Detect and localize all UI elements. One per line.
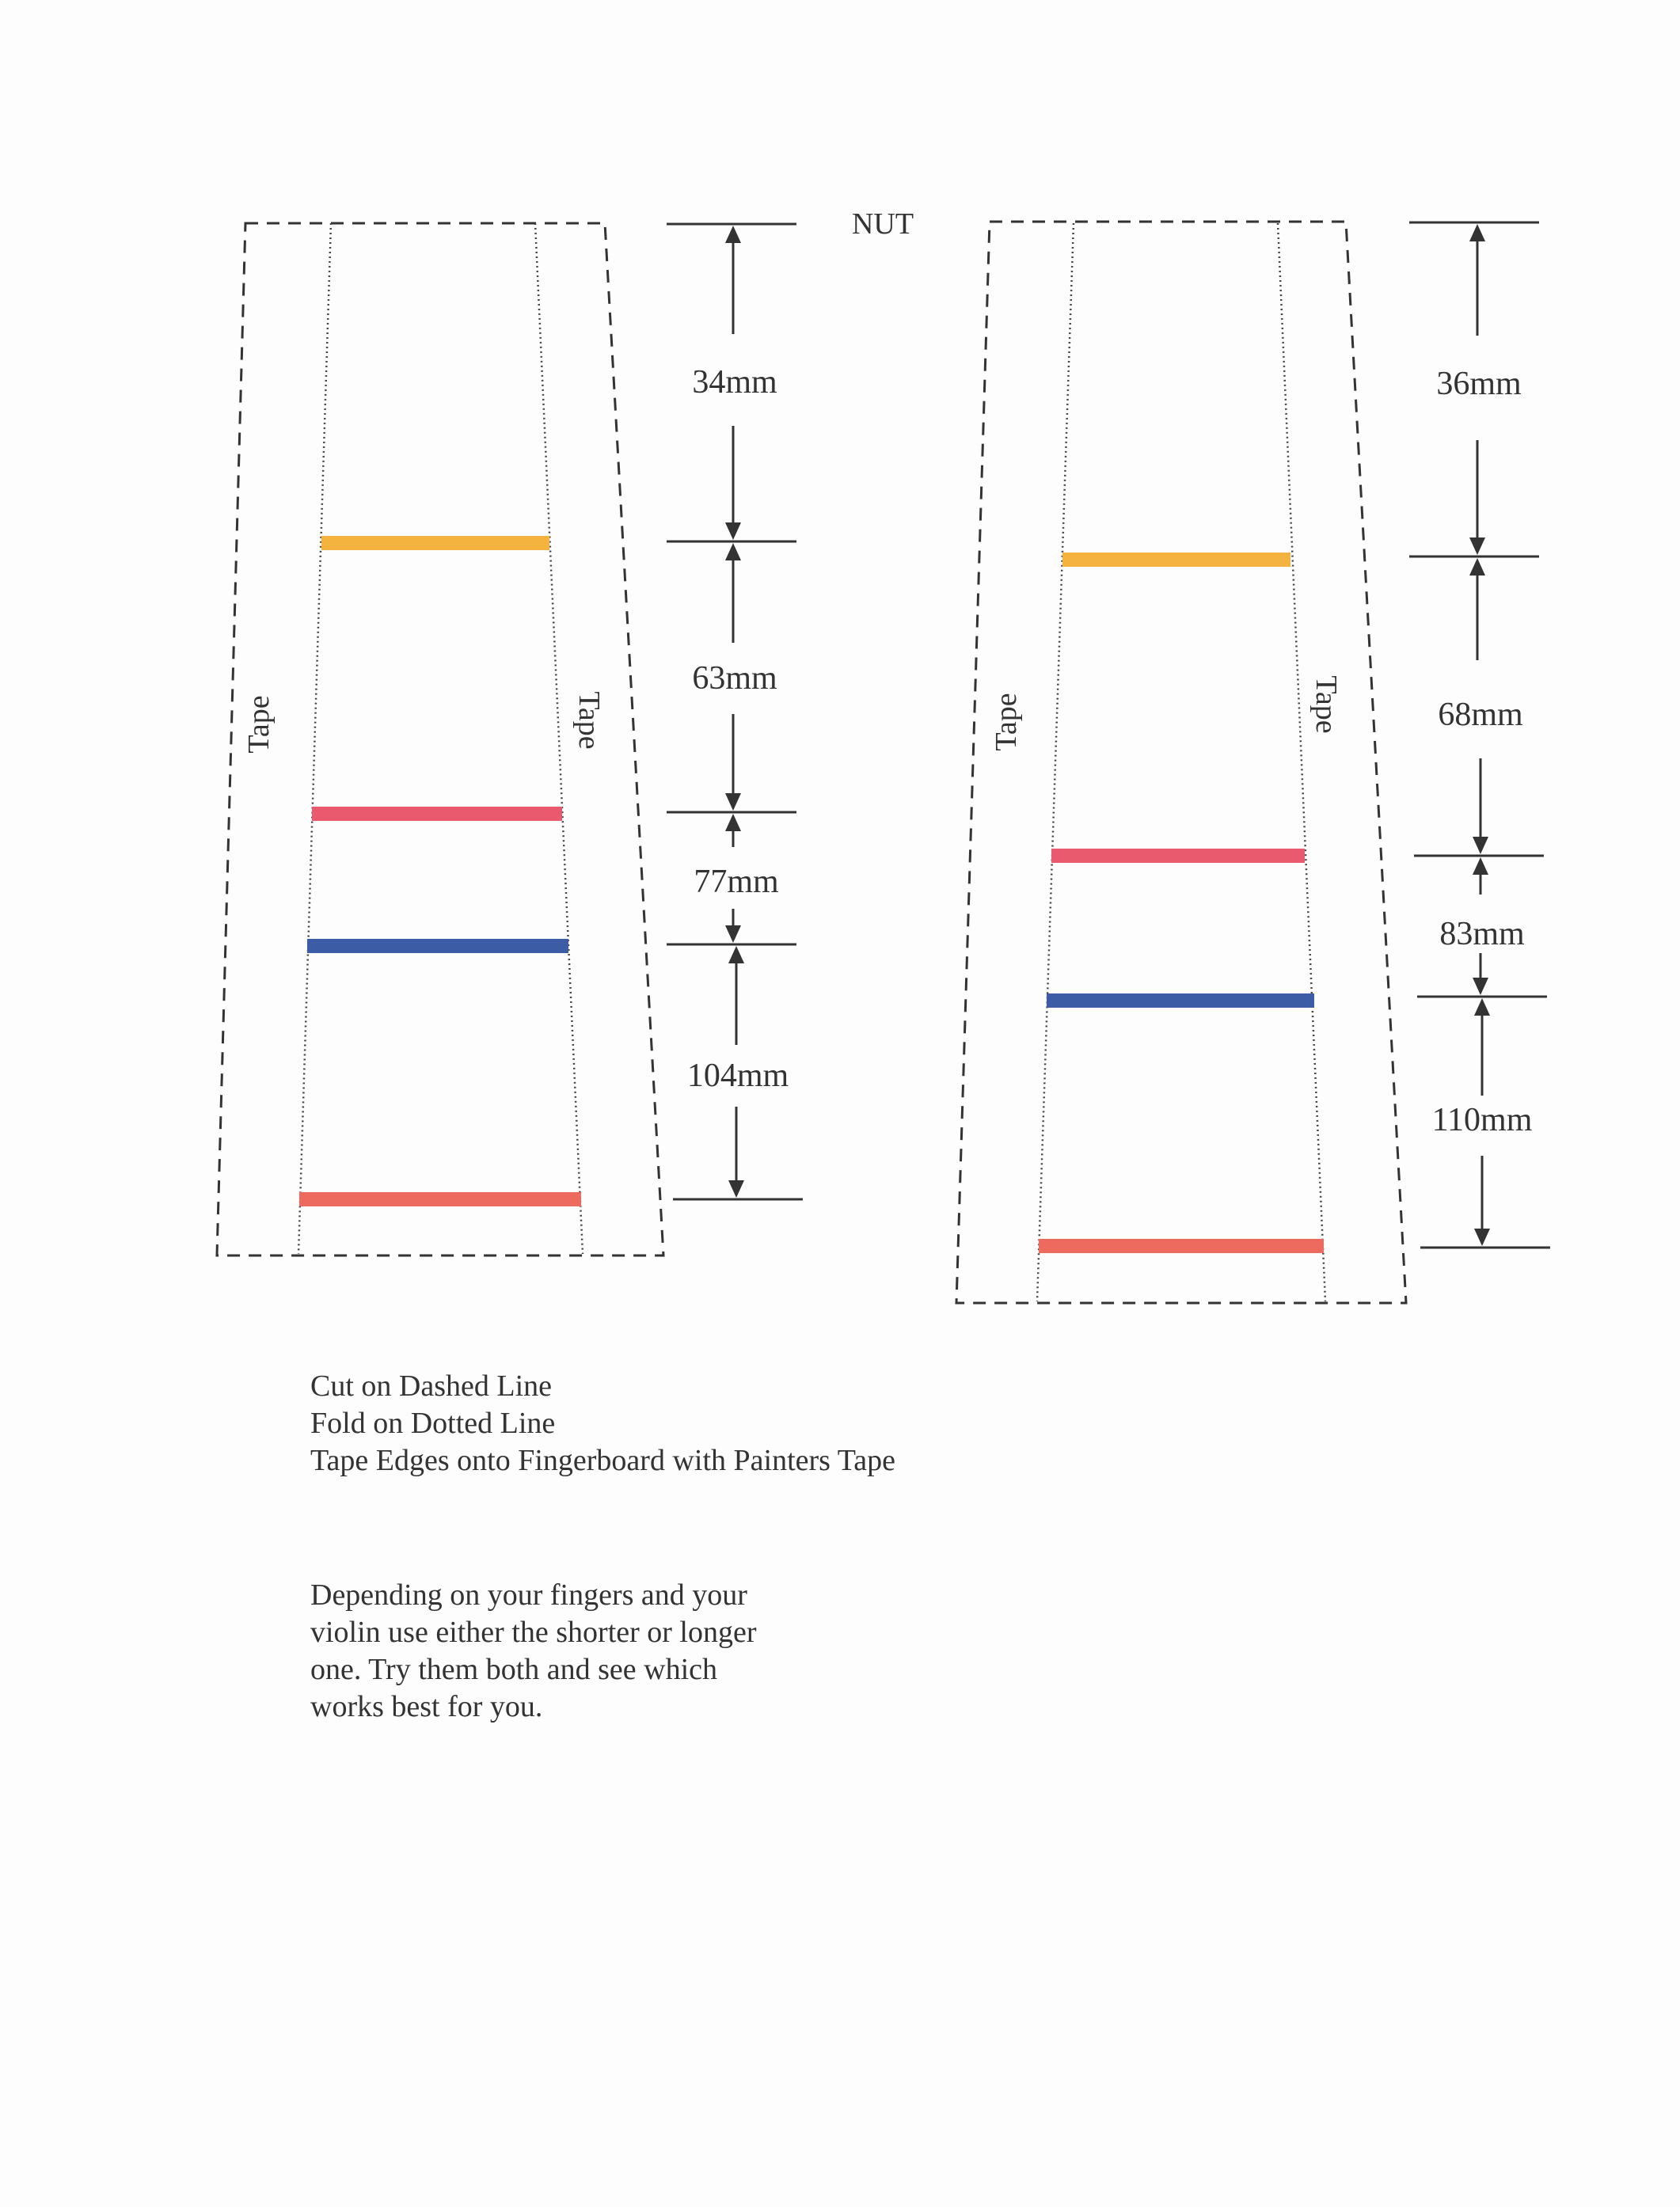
instruction-tape: Tape Edges onto Fingerboard with Painters Tape (310, 1444, 896, 1477)
cut-outline-right (956, 222, 1406, 1303)
instructions-block (310, 1368, 895, 1480)
measurement-first-shorter: 34mm (692, 364, 777, 401)
advice-line: works best for you. (310, 1690, 543, 1723)
measurement-first-longer: 36mm (1436, 366, 1522, 402)
fold-line-right-inner-right (1278, 223, 1325, 1301)
measurement-third-shorter: 77mm (694, 864, 779, 900)
template-longer (956, 222, 1550, 1303)
instruction-cut: Cut on Dashed Line (310, 1369, 553, 1403)
fold-line-right-inner-left (1037, 223, 1074, 1301)
nut-label: NUT (851, 207, 914, 241)
advice-paragraph (310, 1577, 757, 1726)
measurement-second-longer: 68mm (1438, 697, 1523, 733)
measurement-second-shorter: 63mm (692, 660, 777, 697)
advice-line: violin use either the shorter or longer (310, 1616, 757, 1649)
instruction-fold: Fold on Dotted Line (310, 1407, 556, 1440)
measurement-third-longer: 83mm (1439, 916, 1525, 952)
template-shorter (217, 223, 803, 1255)
advice-line: one. Try them both and see which (310, 1653, 718, 1686)
tape-label-left-inner: Tape (572, 691, 606, 750)
tape-label-left-outer: Tape (242, 695, 276, 754)
measurement-fourth-longer: 110mm (1431, 1102, 1533, 1138)
tape-label-right-outer: Tape (990, 693, 1023, 751)
measurement-fourth-shorter: 104mm (686, 1058, 789, 1094)
tape-label-right-inner: Tape (1309, 675, 1343, 734)
advice-line: Depending on your fingers and your (310, 1578, 747, 1612)
fold-line-left-inner-left (298, 223, 331, 1254)
